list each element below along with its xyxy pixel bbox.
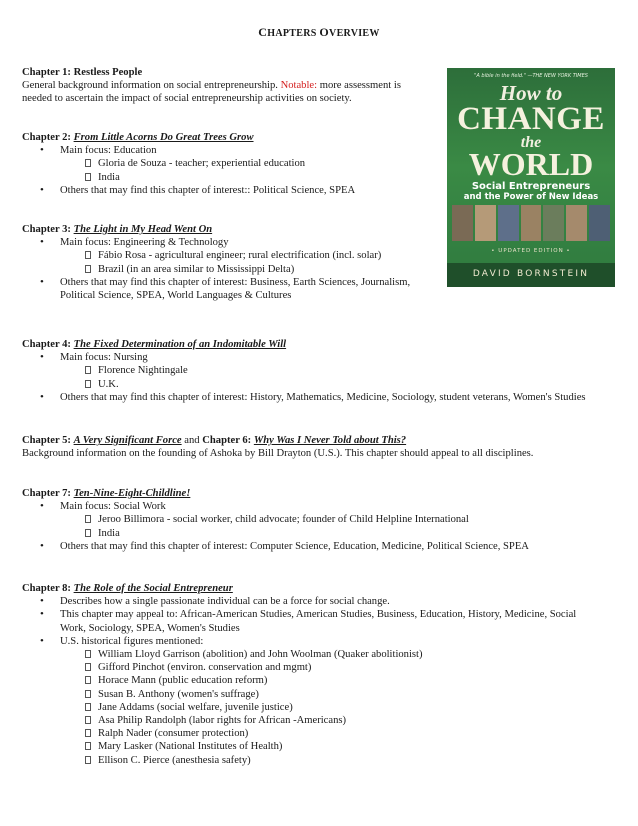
cover-photo <box>475 205 496 241</box>
cover-title-how-to: How to <box>499 81 563 105</box>
checkbox-square-icon <box>85 159 91 167</box>
chapter-1-section <box>22 66 432 106</box>
chapter-7-list <box>22 500 622 553</box>
checkbox-square-icon <box>85 529 91 537</box>
checkbox-square-icon <box>85 703 91 711</box>
list-subitem: Susan B. Anthony (women's suffrage) <box>22 688 622 701</box>
list-subitem: Florence Nightingale <box>22 364 622 377</box>
list-subitem: Jane Addams (social welfare, juvenile justice) <box>22 701 622 714</box>
checkbox-square-icon <box>85 676 91 684</box>
list-subitem: Ralph Nader (consumer protection) <box>22 727 622 740</box>
cover-edition: • UPDATED EDITION • <box>491 248 571 254</box>
list-item: • Describes how a single passionate individual can be a force for social change. <box>22 595 622 608</box>
list-subitem: Gloria de Souza - teacher; experiential education <box>22 157 622 170</box>
checkbox-square-icon <box>85 742 91 750</box>
cover-author: DAVID BORNSTEIN <box>447 263 615 287</box>
list-subitem: Asa Philip Randolph (labor rights for African -Americans) <box>22 714 622 727</box>
list-subitem: India <box>22 171 622 184</box>
list-subitem: Gifford Pinchot (environ. conservation and mgmt) <box>22 661 622 674</box>
chapter-4-heading: Chapter 4: The Fixed Determination of an Indomitable Will <box>22 339 287 350</box>
list-subitem: Ellison C. Pierce (anesthesia safety) <box>22 754 622 767</box>
list-item: • Main focus: Engineering & Technology <box>22 236 622 249</box>
checkbox-square-icon <box>85 366 91 374</box>
list-item: • Main focus: Nursing <box>22 351 622 364</box>
chapter-2-heading: Chapter 2: From Little Acorns Do Great Trees Grow <box>22 132 254 143</box>
list-item: • U.S. historical figures mentioned: <box>22 635 622 648</box>
checkbox-square-icon <box>85 650 91 658</box>
chapter-8-section <box>22 582 622 767</box>
list-subitem: William Lloyd Garrison (abolition) and John Woolman (Quaker abolitionist) <box>22 648 622 661</box>
chapter-8-list <box>22 595 622 767</box>
checkbox-square-icon <box>85 663 91 671</box>
cover-title-world: WORLD <box>468 146 594 182</box>
cover-photo-strip <box>452 205 610 241</box>
list-item: • Others that may find this chapter of interest: History, Mathematics, Medicine, Sociology, student veterans, Women's Studies <box>22 391 622 404</box>
chapter-8-heading: Chapter 8: The Role of the Social Entrepreneur <box>22 583 233 594</box>
checkbox-square-icon <box>85 756 91 764</box>
list-item: • Main focus: Social Work <box>22 500 622 513</box>
list-subitem: U.K. <box>22 378 622 391</box>
checkbox-square-icon <box>85 265 91 273</box>
cover-photo <box>566 205 587 241</box>
cover-photo <box>452 205 473 241</box>
checkbox-square-icon <box>85 380 91 388</box>
page-title: CHAPTERS OVERVIEW <box>258 25 380 39</box>
list-item: • Others that may find this chapter of interest:: Political Science, SPEA <box>22 184 622 197</box>
list-item: • Others that may find this chapter of interest: Computer Science, Education, Medicine, Political Science, SPEA <box>22 540 622 553</box>
list-subitem: Fábio Rosa - agricultural engineer; rural electrification (incl. solar) <box>22 249 622 262</box>
chapter-5-6-heading: Chapter 5: A Very Significant Force and Chapter 6: Why Was I Never Told about This? <box>22 435 407 446</box>
list-subitem: India <box>22 527 622 540</box>
list-item: • This chapter may appeal to: African-American Studies, American Studies, Business, Education, History, Medicine, Social Work, Sociology, SPEA, Women's Studies <box>22 608 622 634</box>
book-cover-image <box>447 68 615 287</box>
cover-title-the: the <box>520 134 542 151</box>
cover-subtitle-cont: and the Power of New Ideas <box>463 192 599 202</box>
cover-photo <box>498 205 519 241</box>
list-subitem: Horace Mann (public education reform) <box>22 674 622 687</box>
chapter-3-heading: Chapter 3: The Light in My Head Went On <box>22 224 213 235</box>
checkbox-square-icon <box>85 515 91 523</box>
list-item: • Others that may find this chapter of interest: Business, Earth Sciences, Journalism, Political Science, SPEA, World Languages & Cultures <box>22 276 622 302</box>
list-subitem: Brazil (in an area similar to Mississippi Delta) <box>22 263 622 276</box>
chapter-4-section <box>22 338 622 404</box>
checkbox-square-icon <box>85 729 91 737</box>
checkbox-square-icon <box>85 173 91 181</box>
chapter-1-description: General background information on social entrepreneurship. Notable: more assessment is <box>22 80 401 92</box>
chapter-1-description-cont: needed to ascertain the impact of social entrepreneurship activities on society. <box>22 93 352 105</box>
checkbox-square-icon <box>85 690 91 698</box>
checkbox-square-icon <box>85 251 91 259</box>
cover-photo <box>543 205 564 241</box>
chapter-1-heading: Chapter 1: Restless People <box>22 67 143 78</box>
chapter-5-6-section <box>22 434 632 460</box>
cover-title-change: CHANGE <box>457 101 605 137</box>
chapter-4-list <box>22 351 622 404</box>
cover-photo <box>589 205 610 241</box>
checkbox-square-icon <box>85 716 91 724</box>
chapter-7-heading: Chapter 7: Ten-Nine-Eight-Childline! <box>22 488 191 499</box>
chapter-7-section <box>22 487 622 553</box>
cover-photo <box>521 205 542 241</box>
list-subitem: Jeroo Billimora - social worker, child advocate; founder of Child Helpline International <box>22 513 622 526</box>
list-subitem: Mary Lasker (National Institutes of Health) <box>22 740 622 753</box>
cover-subtitle: Social Entrepreneurs <box>471 181 591 192</box>
list-item: • Main focus: Education <box>22 144 622 157</box>
notable-label: Notable: <box>280 80 318 92</box>
chapter-5-6-description: Background information on the founding of Ashoka by Bill Drayton (U.S.). This chapter should appeal to all disciplines. <box>22 448 534 460</box>
cover-quote: "A bible in the field." —THE NEW YORK TIMES <box>474 73 588 79</box>
